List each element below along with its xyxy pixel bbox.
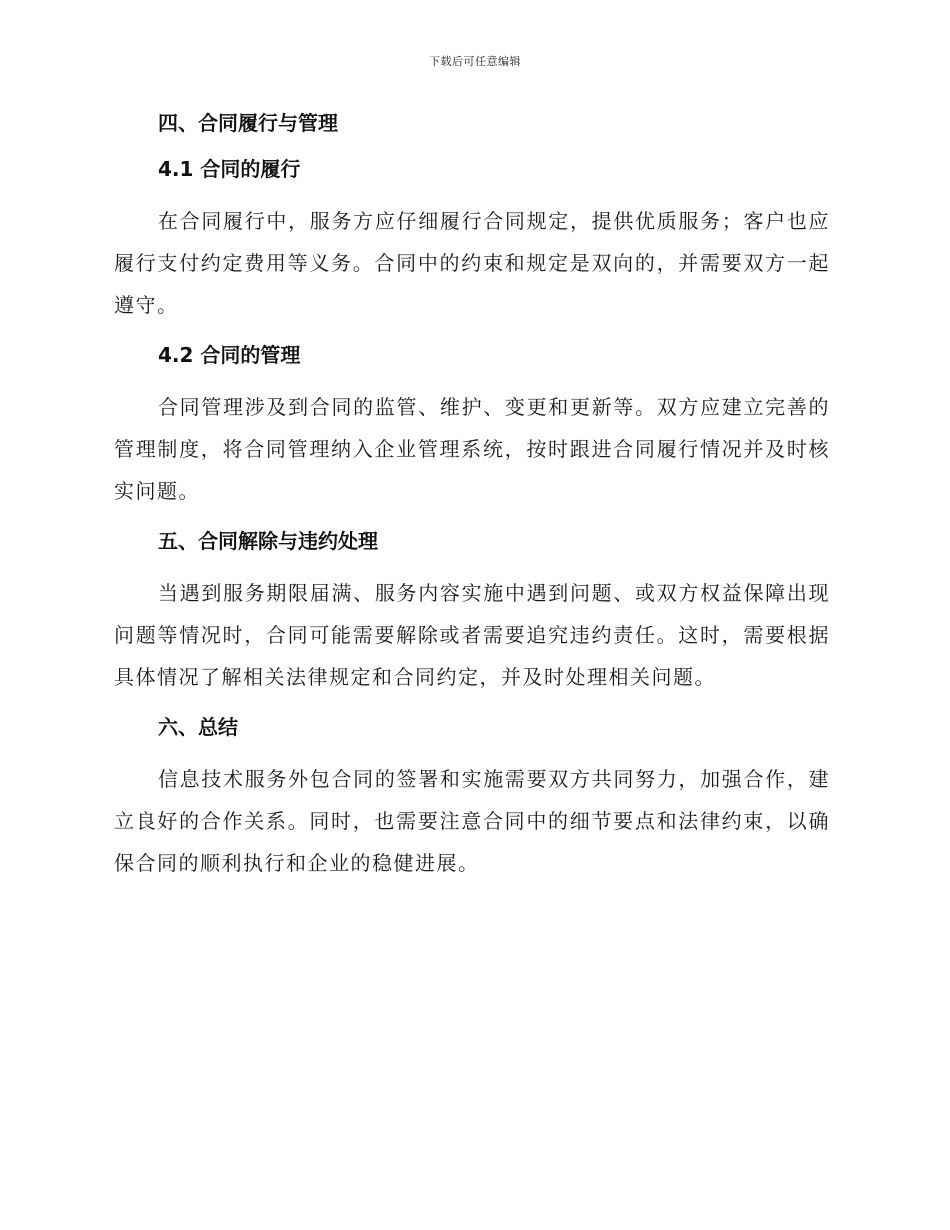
- paragraph-termination: 当遇到服务期限届满、服务内容实施中遇到问题、或双方权益保障出现问题等情况时，合同可能需要解除或者需要追究违约责任。这时，需要根据具体情况了解相关法律规定和合同约定，并及时处理相关问题。: [114, 581, 830, 689]
- section-heading-termination: 五、合同解除与违约处理: [158, 529, 378, 553]
- section-heading-summary: 六、总结: [158, 715, 238, 739]
- paragraph-performance: 在合同履行中，服务方应仔细履行合同规定，提供优质服务；客户也应履行支付约定费用等义务。合同中的约束和规定是双向的，并需要双方一起遵守。: [114, 209, 830, 317]
- subsection-heading-management: 4.2 合同的管理: [158, 343, 301, 367]
- paragraph-summary: 信息技术服务外包合同的签署和实施需要双方共同努力，加强合作，建立良好的合作关系。同时，也需要注意合同中的细节要点和法律约束，以确保合同的顺利执行和企业的稳健进展。: [114, 767, 830, 875]
- header-note: 下载后可任意编辑: [429, 55, 521, 68]
- document-body: [114, 108, 830, 884]
- section-heading-performance-management: 四、合同履行与管理: [158, 111, 338, 135]
- paragraph-management: 合同管理涉及到合同的监管、维护、变更和更新等。双方应建立完善的管理制度，将合同管理纳入企业管理系统，按时跟进合同履行情况并及时核实问题。: [114, 395, 830, 503]
- subsection-heading-performance: 4.1 合同的履行: [158, 157, 301, 181]
